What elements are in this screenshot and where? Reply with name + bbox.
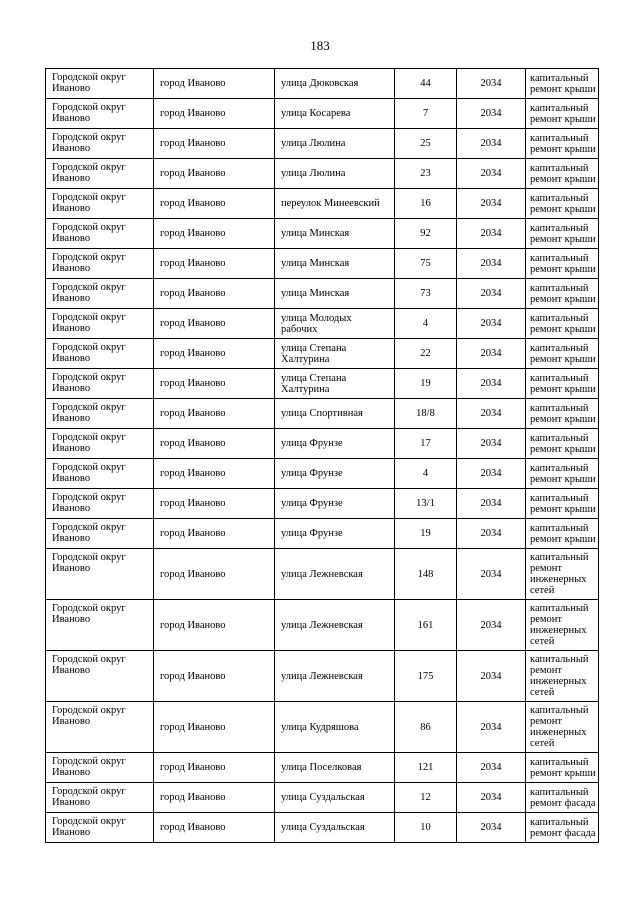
cell-street: улица Фрунзе	[275, 429, 395, 459]
cell-house-number: 10	[395, 813, 457, 843]
table-row	[46, 249, 599, 279]
table-row	[46, 753, 599, 783]
cell-street: улица Спортивная	[275, 399, 395, 429]
cell-locality: город Иваново	[154, 129, 275, 159]
cell-year: 2034	[457, 702, 526, 753]
cell-work-type: капитальный ремонт фасада	[526, 813, 599, 843]
cell-year: 2034	[457, 399, 526, 429]
cell-locality: город Иваново	[154, 600, 275, 651]
cell-locality: город Иваново	[154, 813, 275, 843]
cell-year: 2034	[457, 219, 526, 249]
cell-municipal-district: Городской округ Иваново	[46, 429, 154, 459]
table-row	[46, 813, 599, 843]
cell-locality: город Иваново	[154, 69, 275, 99]
cell-house-number: 7	[395, 99, 457, 129]
cell-work-type: капитальный ремонт крыши	[526, 519, 599, 549]
cell-street: улица Суздальская	[275, 813, 395, 843]
cell-house-number: 86	[395, 702, 457, 753]
cell-municipal-district: Городской округ Иваново	[46, 600, 154, 651]
table-row	[46, 519, 599, 549]
cell-work-type: капитальный ремонт крыши	[526, 369, 599, 399]
cell-house-number: 16	[395, 189, 457, 219]
table-row	[46, 339, 599, 369]
cell-work-type: капитальный ремонт крыши	[526, 399, 599, 429]
cell-house-number: 12	[395, 783, 457, 813]
cell-street: улица Лежневская	[275, 651, 395, 702]
cell-municipal-district: Городской округ Иваново	[46, 339, 154, 369]
cell-house-number: 22	[395, 339, 457, 369]
table-row	[46, 651, 599, 702]
cell-work-type: капитальный ремонт крыши	[526, 489, 599, 519]
table-row	[46, 429, 599, 459]
table-row	[46, 159, 599, 189]
cell-municipal-district: Городской округ Иваново	[46, 702, 154, 753]
cell-locality: город Иваново	[154, 459, 275, 489]
cell-house-number: 13/1	[395, 489, 457, 519]
cell-street: улица Кудряшова	[275, 702, 395, 753]
table-row	[46, 279, 599, 309]
cell-locality: город Иваново	[154, 309, 275, 339]
cell-street: улица Лежневская	[275, 549, 395, 600]
cell-year: 2034	[457, 600, 526, 651]
cell-work-type: капитальный ремонт крыши	[526, 99, 599, 129]
cell-year: 2034	[457, 99, 526, 129]
cell-year: 2034	[457, 309, 526, 339]
cell-locality: город Иваново	[154, 702, 275, 753]
cell-municipal-district: Городской округ Иваново	[46, 651, 154, 702]
cell-house-number: 73	[395, 279, 457, 309]
cell-house-number: 121	[395, 753, 457, 783]
cell-municipal-district: Городской округ Иваново	[46, 129, 154, 159]
cell-municipal-district: Городской округ Иваново	[46, 399, 154, 429]
cell-year: 2034	[457, 249, 526, 279]
cell-house-number: 4	[395, 459, 457, 489]
cell-street: улица Косарева	[275, 99, 395, 129]
cell-work-type: капитальный ремонт крыши	[526, 159, 599, 189]
cell-municipal-district: Городской округ Иваново	[46, 279, 154, 309]
cell-street: улица Лежневская	[275, 600, 395, 651]
table-row	[46, 189, 599, 219]
cell-street: улица Поселковая	[275, 753, 395, 783]
cell-municipal-district: Городской округ Иваново	[46, 369, 154, 399]
cell-locality: город Иваново	[154, 489, 275, 519]
cell-house-number: 19	[395, 369, 457, 399]
cell-work-type: капитальный ремонт крыши	[526, 753, 599, 783]
cell-house-number: 17	[395, 429, 457, 459]
table-row	[46, 369, 599, 399]
cell-municipal-district: Городской округ Иваново	[46, 219, 154, 249]
cell-work-type: капитальный ремонт фасада	[526, 783, 599, 813]
cell-year: 2034	[457, 753, 526, 783]
table-row	[46, 489, 599, 519]
cell-work-type: капитальный ремонт крыши	[526, 129, 599, 159]
cell-street: улица Люлина	[275, 159, 395, 189]
cell-municipal-district: Городской округ Иваново	[46, 189, 154, 219]
cell-year: 2034	[457, 549, 526, 600]
cell-house-number: 19	[395, 519, 457, 549]
cell-municipal-district: Городской округ Иваново	[46, 813, 154, 843]
table-row	[46, 702, 599, 753]
cell-work-type: капитальный ремонт крыши	[526, 219, 599, 249]
cell-locality: город Иваново	[154, 651, 275, 702]
cell-municipal-district: Городской округ Иваново	[46, 159, 154, 189]
cell-municipal-district: Городской округ Иваново	[46, 309, 154, 339]
cell-work-type: капитальный ремонт крыши	[526, 189, 599, 219]
cell-street: улица Молодых рабочих	[275, 309, 395, 339]
cell-locality: город Иваново	[154, 399, 275, 429]
cell-work-type: капитальный ремонт крыши	[526, 69, 599, 99]
cell-work-type: капитальный ремонт инженерных сетей	[526, 651, 599, 702]
cell-municipal-district: Городской округ Иваново	[46, 489, 154, 519]
cell-locality: город Иваново	[154, 159, 275, 189]
cell-year: 2034	[457, 783, 526, 813]
cell-year: 2034	[457, 813, 526, 843]
cell-municipal-district: Городской округ Иваново	[46, 249, 154, 279]
cell-street: улица Степана Халтурина	[275, 339, 395, 369]
cell-locality: город Иваново	[154, 783, 275, 813]
cell-house-number: 75	[395, 249, 457, 279]
table-row	[46, 309, 599, 339]
cell-street: улица Люлина	[275, 129, 395, 159]
cell-work-type: капитальный ремонт крыши	[526, 339, 599, 369]
cell-year: 2034	[457, 519, 526, 549]
table-row	[46, 219, 599, 249]
cell-work-type: капитальный ремонт инженерных сетей	[526, 702, 599, 753]
cell-locality: город Иваново	[154, 369, 275, 399]
table-row	[46, 129, 599, 159]
cell-municipal-district: Городской округ Иваново	[46, 783, 154, 813]
cell-work-type: капитальный ремонт крыши	[526, 459, 599, 489]
cell-work-type: капитальный ремонт крыши	[526, 279, 599, 309]
cell-house-number: 161	[395, 600, 457, 651]
cell-house-number: 4	[395, 309, 457, 339]
cell-street: улица Суздальская	[275, 783, 395, 813]
page-number: 183	[310, 38, 330, 53]
cell-year: 2034	[457, 459, 526, 489]
cell-year: 2034	[457, 69, 526, 99]
cell-locality: город Иваново	[154, 519, 275, 549]
cell-street: улица Фрунзе	[275, 489, 395, 519]
cell-municipal-district: Городской округ Иваново	[46, 459, 154, 489]
cell-year: 2034	[457, 489, 526, 519]
table-row	[46, 783, 599, 813]
cell-house-number: 92	[395, 219, 457, 249]
table-body	[46, 69, 599, 843]
cell-locality: город Иваново	[154, 219, 275, 249]
cell-municipal-district: Городской округ Иваново	[46, 753, 154, 783]
cell-street: улица Степана Халтурина	[275, 369, 395, 399]
cell-work-type: капитальный ремонт инженерных сетей	[526, 549, 599, 600]
cell-work-type: капитальный ремонт инженерных сетей	[526, 600, 599, 651]
cell-work-type: капитальный ремонт крыши	[526, 429, 599, 459]
cell-locality: город Иваново	[154, 249, 275, 279]
table-row	[46, 69, 599, 99]
cell-street: улица Дюковская	[275, 69, 395, 99]
cell-locality: город Иваново	[154, 189, 275, 219]
cell-year: 2034	[457, 159, 526, 189]
cell-year: 2034	[457, 189, 526, 219]
cell-year: 2034	[457, 651, 526, 702]
cell-house-number: 44	[395, 69, 457, 99]
cell-year: 2034	[457, 339, 526, 369]
table-row	[46, 549, 599, 600]
capital-repair-table	[45, 68, 599, 843]
cell-locality: город Иваново	[154, 99, 275, 129]
cell-street: улица Фрунзе	[275, 459, 395, 489]
cell-street: улица Минская	[275, 249, 395, 279]
cell-house-number: 25	[395, 129, 457, 159]
cell-house-number: 18/8	[395, 399, 457, 429]
cell-locality: город Иваново	[154, 279, 275, 309]
cell-year: 2034	[457, 369, 526, 399]
cell-house-number: 148	[395, 549, 457, 600]
table-row	[46, 600, 599, 651]
cell-house-number: 23	[395, 159, 457, 189]
table-row	[46, 399, 599, 429]
table-row	[46, 99, 599, 129]
table-row	[46, 459, 599, 489]
cell-street: улица Фрунзе	[275, 519, 395, 549]
cell-year: 2034	[457, 279, 526, 309]
cell-work-type: капитальный ремонт крыши	[526, 249, 599, 279]
cell-work-type: капитальный ремонт крыши	[526, 309, 599, 339]
cell-locality: город Иваново	[154, 339, 275, 369]
cell-locality: город Иваново	[154, 753, 275, 783]
cell-locality: город Иваново	[154, 549, 275, 600]
cell-year: 2034	[457, 429, 526, 459]
cell-street: переулок Минеевский	[275, 189, 395, 219]
cell-municipal-district: Городской округ Иваново	[46, 99, 154, 129]
cell-house-number: 175	[395, 651, 457, 702]
cell-street: улица Минская	[275, 219, 395, 249]
cell-municipal-district: Городской округ Иваново	[46, 519, 154, 549]
cell-street: улица Минская	[275, 279, 395, 309]
cell-locality: город Иваново	[154, 429, 275, 459]
cell-year: 2034	[457, 129, 526, 159]
cell-municipal-district: Городской округ Иваново	[46, 549, 154, 600]
cell-municipal-district: Городской округ Иваново	[46, 69, 154, 99]
